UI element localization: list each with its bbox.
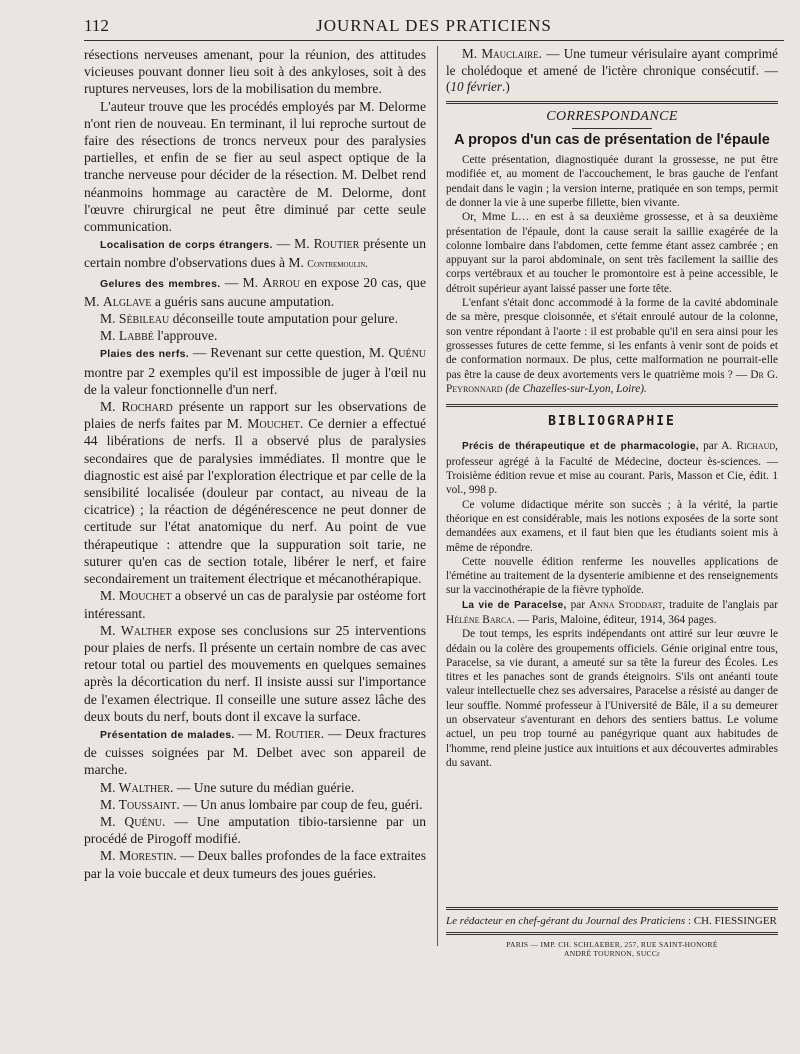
paragraph: Cette nouvelle édition renferme les nouvelles applications de l'émétine au traitement de la dysenterie amibienne et des renseignements sur la vaccinothérapie de la fièvre typhoïde.	[446, 555, 778, 597]
page-header	[84, 14, 784, 41]
text: présente un certain nombre d'observations dues à M.	[84, 236, 427, 271]
right-column	[446, 46, 778, 770]
column-divider	[437, 46, 438, 946]
author-name: M. Toussaint	[100, 796, 177, 812]
paragraph	[84, 813, 426, 847]
text: . — Une tumeur vérisulaire ayant comprimé le cholédoque et amené de l'ictère chronique consécutif. — (	[446, 46, 778, 94]
author-name: Contremoulin.	[307, 259, 368, 271]
text: . — Un anus lombaire par coup de feu, guéri.	[176, 796, 423, 812]
text: Le rédacteur en chef-gérant du	[446, 915, 586, 927]
footer-rule	[446, 907, 778, 910]
signature: Dr G. Peyronnard	[446, 368, 778, 395]
paragraph	[84, 398, 426, 587]
text: . — Paris, Maloine, éditeur, 1914, 364 pages.	[512, 614, 717, 626]
successor-line: ANDRÉ TOURNON, SUCCr	[564, 949, 660, 958]
author-name: Alglave	[102, 293, 152, 309]
text: M.	[100, 399, 122, 415]
text: . — Une amputation tibio-tarsienne par un procédé de Pirogoff modifié.	[84, 813, 426, 847]
page-footer	[446, 902, 778, 958]
author-name: M. Walther	[100, 779, 170, 795]
text: a observé un cas de paralysie par ostéome fort intéressant.	[84, 588, 426, 621]
book-title: Précis de thérapeutique et de pharmacologie,	[462, 441, 699, 453]
author-name: Rochard	[121, 399, 173, 415]
journal-title: JOURNAL DES PRATICIENS	[316, 16, 552, 35]
paragraph	[446, 296, 778, 396]
paragraph: De tout temps, les esprits indépendants ont attiré sur leur œuvre le dédain ou la colère des groupements officiels. Génie original entre tous, Paracelse, sa vie durant, a ameuté sur sa tête la fureur des Écoles. Les titres et les panaches sont de grands éteignoirs. S'ils ont anéanti toute valeur intellectuelle chez ses adversaires, Paracelse a résisté au danger de leur souffle. Nommé professeur à l'Université de Bâle, il a su demeurer un observateur s'aventurant en dehors des sentiers battus. Le volume actuel, un peu trop tourné au panégyrique quant aux habitudes de l'homme, rend pleine justice aux intuitions et aux découvertes admirables du savant.	[446, 628, 778, 769]
text: — M.	[234, 725, 275, 741]
paragraph	[84, 587, 426, 621]
date: 10 février	[450, 79, 503, 94]
paragraph: résections nerveuses amenant, pour la réunion, des attitudes vicieuses pouvant donner lieu soit à des ankyloses, soit à des ruptures nerveuses, lors de la mobilisation du membre.	[84, 47, 426, 97]
book-title: La vie de Paracelse,	[462, 599, 567, 611]
author-name: Mouchet	[247, 416, 300, 432]
subsection-title: Présentation de malades.	[100, 728, 235, 741]
paragraph	[84, 779, 426, 796]
page-number: 112	[84, 16, 109, 35]
paragraph	[84, 310, 426, 327]
paragraph: Or, Mme L… en est à sa deuxième grossesse, et à sa deuxième présentation de l'épaule, dont la cause serait la saillie exagérée de la colonne lombaire dans l'abdomen, cette femme étant assez cambrée ; en appuyant sur la paroi abdominale, on sent très facilement la saillie des corps vertébraux et au toucher le promontoire est à peine accessible, le détroit supérieur ayant laissé passer une forte tête.	[446, 211, 778, 295]
author-name: Routier	[274, 725, 321, 741]
paragraph	[446, 598, 778, 628]
paragraph: L'auteur trouve que les procédés employés par M. Delorme n'ont rien de nouveau. En terminant, il lui reproche surtout de faire des résections de troncs nerveux pour des paralysies partielles, et enfin de se fier au seul aspect optique de la tranche nerveuse pour décider de la résection. M. Delbet rend néanmoins hommage au caractère de M. Delorme, dont l'œuvre chirurgical ne peut être diminué par cette seule communication.	[84, 98, 426, 235]
section-heading-correspondance: CORRESPONDANCE	[546, 108, 678, 124]
paragraph	[84, 274, 426, 310]
author-name: M. Labbé	[100, 328, 154, 344]
paragraph	[84, 725, 426, 779]
text: par A.	[698, 440, 737, 453]
section-rule	[446, 404, 778, 407]
journal-name: Journal des Praticiens	[585, 915, 686, 927]
author-name: Arrou	[262, 274, 300, 290]
paragraph: Cette présentation, diagnostiquée durant la grossesse, ne put être modifiée et, au moment de l'accouchement, le bras gauche de l'enfant pendait dans le vagin ; la version interne, pratiquée en son temps, permit de donner la vie à une superbe fillette, bien vivante.	[446, 154, 778, 209]
subsection-title: Localisation de corps étrangers.	[100, 239, 273, 252]
text: l'approuve.	[153, 328, 218, 344]
paragraph	[84, 235, 426, 273]
paragraph	[84, 847, 426, 881]
author-name: M. Walther	[100, 622, 173, 638]
left-column	[84, 46, 426, 882]
editor-line	[446, 915, 778, 927]
text: . — Deux balles profondes de la face extraites par la voie buccale et deux tumeurs des joues guéries.	[84, 848, 426, 881]
paragraph: Ce volume didactique mérite son succès ; à la vérité, la partie théorique en est considérable, mais les notions exposées de la sorte sont demandées aux examens, et il faut bien que les étudiants soient mis à même de répondre.	[446, 498, 778, 554]
author-name: Hélène Barca	[446, 614, 513, 626]
text: L'enfant s'était donc accommodé à la forme de la cavité abdominale de sa mère, presque cloisonnée, et s'était enroulé autour de la colonne, son ventre répondant à l'aorte : il est probable qu'il en sera ainsi pour les grossesses futures de cette femme, si les enfants à venir sont de poids et de conformation normaux. De plus, cette malformation ne pourrait-elle pas être la cause de deux avortements vers le quatrième mois ? —	[446, 297, 778, 381]
author-name: Routier	[313, 236, 360, 252]
paragraph	[446, 46, 778, 96]
text: .)	[502, 79, 510, 94]
text: . Ce dernier a effectué 44 libérations de nerfs. Il a observé plus de paralysies secondaires que de paralysies immédiates. Il montre que le diagnostic est aisé par l'exploration électrique et par celle de la sensibilité localisée (douleur par contact, au niveau de la cicatrice) ; la réaction de dégénérescence ne peut donner de certitude sur l'état anatomique du nerf. Au point de vue thérapeutique : attendre que la suppuration soit tarie, ne suturer qu'en cas de section totale, libérer le nerf, et faire secondairement un traitement électrique et mécanothérapique.	[84, 416, 426, 587]
author-name: Richaud	[736, 440, 776, 453]
paragraph	[84, 327, 426, 344]
text: expose ses conclusions sur 25 interventions pour plaies de nerfs. Il présente un certain nombre de cas avec retour total ou partiel des mouvements en quelques semaines après la décortication du nerf. Il insiste aussi sur l'importance de l'examen électrique. Il conseille une suture assez lâche des deux bouts du nerf, bouts dont il excave la surface.	[84, 622, 426, 724]
text: — M.	[272, 236, 314, 252]
text: par	[566, 598, 590, 611]
text: — Revenant sur cette question, M.	[188, 345, 389, 361]
short-rule	[572, 128, 652, 129]
text: , traduite de l'anglais par	[662, 598, 778, 611]
author-name: M. Quénu	[100, 813, 163, 829]
text: . — Une suture du médian guérie.	[170, 779, 355, 795]
text: déconseille toute amputation pour gelure.	[169, 311, 398, 327]
author-name: Quénu	[388, 345, 427, 361]
author-name: M. Sébileau	[100, 311, 170, 327]
subsection-title: Plaies des nerfs.	[100, 348, 189, 361]
paragraph	[84, 344, 426, 398]
printer-line: PARIS — IMP. CH. SCHLAEBER, 257, RUE SAINT-HONORÉ	[506, 940, 718, 949]
section-heading-bibliographie: BIBLIOGRAPHIE	[548, 414, 676, 430]
author-name: Anna Stoddart	[589, 598, 663, 611]
article-title: A propos d'un cas de présentation de l'épaule	[454, 131, 770, 148]
paragraph	[84, 622, 426, 725]
text: en expose 20 cas, que M.	[84, 274, 426, 309]
author-name: M. Mauclaire	[462, 46, 539, 61]
text: a guéris sans aucune amputation.	[151, 293, 335, 309]
text: — M.	[220, 274, 263, 290]
subsection-title: Gelures des membres.	[100, 277, 221, 290]
section-rule	[446, 101, 778, 104]
editor-name: : CH. FIESSINGER	[685, 915, 777, 927]
author-name: M. Mouchet	[100, 588, 172, 604]
text: . — Deux fractures de cuisses soignées par M. Delbet avec son appareil de marche.	[84, 725, 426, 778]
text: , professeur agrégé à la Faculté de Médecine, docteur ès-sciences. — Troisième édition revue et mise au courant. Paris, Masson et Cie, édit. 1 vol., 998 p.	[446, 440, 778, 497]
text: montre par 2 exemples qu'il est impossible de juger à l'œil nu de la valeur fonctionnelle d'un nerf.	[84, 364, 426, 397]
footer-rule	[446, 932, 778, 935]
paragraph	[84, 796, 426, 813]
author-name: M. Morestin	[100, 848, 174, 864]
place: (de Chazelles-sur-Lyon, Loire).	[505, 382, 647, 395]
paragraph	[446, 439, 778, 497]
text: présente un rapport sur les observations de plaies de nerfs faites par M.	[84, 399, 426, 432]
